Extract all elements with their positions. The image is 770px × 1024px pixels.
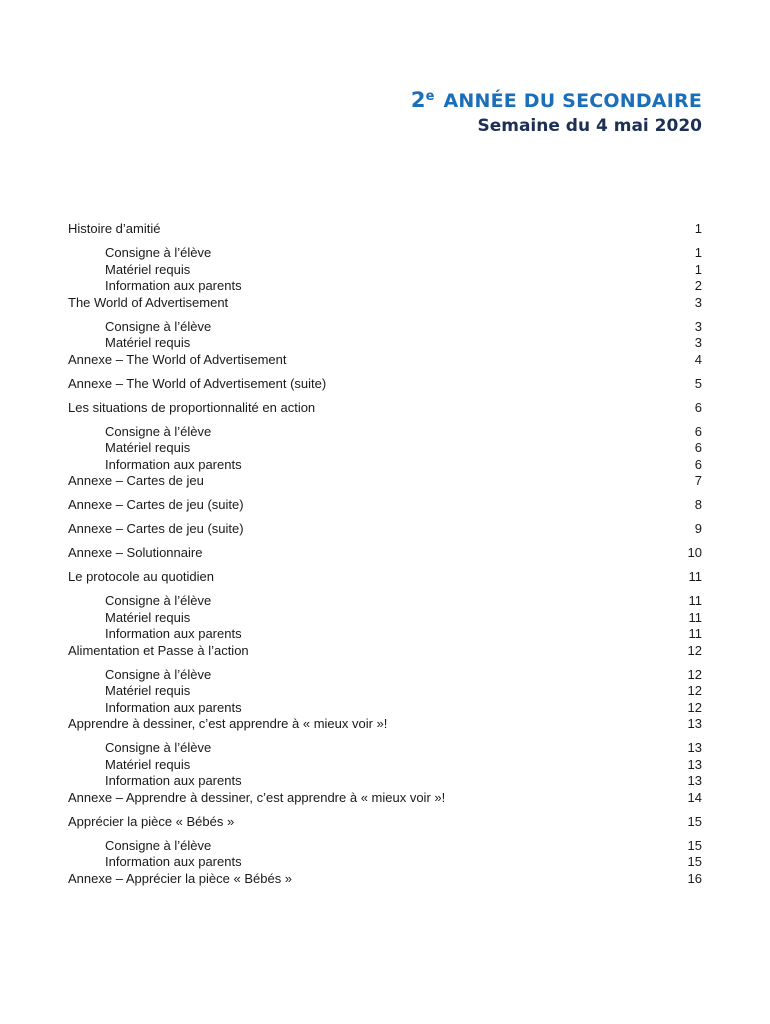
toc-entry-label: Information aux parents xyxy=(105,626,242,641)
toc-entry[interactable] xyxy=(68,569,702,586)
toc-page-number: 8 xyxy=(694,497,702,512)
toc-entry[interactable] xyxy=(68,545,702,562)
toc-entry-label: Consigne à l’élève xyxy=(105,423,212,439)
toc-page-number: 13 xyxy=(687,756,702,772)
toc-page-number: 5 xyxy=(694,375,702,391)
toc-page-number: 9 xyxy=(694,521,702,536)
toc-subentry[interactable] xyxy=(68,424,702,441)
toc-entry[interactable] xyxy=(68,716,702,733)
toc-subentry[interactable] xyxy=(68,757,702,774)
toc-entry-label: Annexe – Apprécier la pièce « Bébés » xyxy=(68,870,293,886)
toc-subentry[interactable] xyxy=(68,700,702,717)
toc-entry[interactable] xyxy=(68,400,702,417)
toc-page-number: 3 xyxy=(694,318,702,334)
toc-page-number: 1 xyxy=(694,261,702,277)
toc-page-number: 15 xyxy=(687,813,702,829)
toc-entry[interactable] xyxy=(68,376,702,393)
toc-page-number: 13 xyxy=(687,740,702,755)
document-header xyxy=(411,86,702,137)
toc-page-number: 3 xyxy=(694,335,702,350)
toc-page-number: 11 xyxy=(688,569,702,584)
toc-subentry[interactable] xyxy=(68,667,702,684)
toc-page-number: 6 xyxy=(694,440,702,455)
toc-entry-label: Matériel requis xyxy=(105,261,191,277)
toc-page-number: 16 xyxy=(687,870,702,886)
toc-page-number: 11 xyxy=(688,609,702,625)
toc-page-number: 6 xyxy=(694,399,702,415)
toc-entry-label: Matériel requis xyxy=(105,440,191,455)
toc-entry-label: Annexe – Cartes de jeu xyxy=(68,473,204,488)
toc-page-number: 15 xyxy=(687,837,702,853)
toc-entry-label: Consigne à l’élève xyxy=(105,740,212,755)
toc-entry-label: Information aux parents xyxy=(105,699,242,715)
toc-entry-label: Information aux parents xyxy=(105,773,242,788)
toc-page-number: 11 xyxy=(688,626,702,641)
toc-page-number: 1 xyxy=(694,221,702,236)
toc-subentry[interactable] xyxy=(68,626,702,643)
toc-page-number: 4 xyxy=(694,351,702,367)
toc-page-number: 15 xyxy=(687,854,702,869)
toc-entry-label: Annexe – Apprendre à dessiner, c’est apprendre à « mieux voir »! xyxy=(68,789,446,805)
toc-entry-label: Le protocole au quotidien xyxy=(68,569,215,584)
toc-page-number: 2 xyxy=(694,278,702,293)
toc-entry-label: Matériel requis xyxy=(105,609,191,625)
toc-subentry[interactable] xyxy=(68,262,702,279)
toc-page-number: 6 xyxy=(694,456,702,472)
toc-entry-label: Histoire d’amitié xyxy=(68,221,161,236)
toc-page-number: 13 xyxy=(687,773,702,788)
toc-subentry[interactable] xyxy=(68,683,702,700)
toc-entry[interactable] xyxy=(68,295,702,312)
document-title xyxy=(411,86,702,115)
toc-entry-label: Les situations de proportionnalité en action xyxy=(68,399,316,415)
toc-page-number: 13 xyxy=(687,716,702,731)
toc-page-number: 12 xyxy=(687,642,702,658)
toc-subentry[interactable] xyxy=(68,838,702,855)
toc-subentry[interactable] xyxy=(68,440,702,457)
toc-entry[interactable] xyxy=(68,352,702,369)
toc-subentry[interactable] xyxy=(68,335,702,352)
toc-entry-label: Annexe – The World of Advertisement xyxy=(68,351,287,367)
toc-entry-label: The World of Advertisement xyxy=(68,294,229,310)
toc-subentry[interactable] xyxy=(68,457,702,474)
title-superscript: e xyxy=(425,88,435,104)
toc-entry-label: Consigne à l’élève xyxy=(105,666,212,682)
toc-entry-label: Consigne à l’élève xyxy=(105,593,212,608)
toc-entry-label: Consigne à l’élève xyxy=(105,837,212,853)
toc-entry-label: Apprendre à dessiner, c’est apprendre à « mieux voir »! xyxy=(68,716,388,731)
toc-entry[interactable] xyxy=(68,473,702,490)
toc-entry-label: Annexe – Cartes de jeu (suite) xyxy=(68,521,244,536)
toc-entry[interactable] xyxy=(68,871,702,888)
toc-entry-label: Annexe – The World of Advertisement (suite) xyxy=(68,375,327,391)
toc-subentry[interactable] xyxy=(68,740,702,757)
title-text: ANNÉE DU SECONDAIRE xyxy=(443,90,702,112)
toc-page-number: 6 xyxy=(694,423,702,439)
toc-entry-label: Consigne à l’élève xyxy=(105,245,212,260)
table-of-contents xyxy=(68,221,702,887)
toc-entry-label: Consigne à l’élève xyxy=(105,318,212,334)
toc-page-number: 1 xyxy=(694,245,702,260)
toc-page-number: 3 xyxy=(694,294,702,310)
toc-entry-label: Information aux parents xyxy=(105,854,242,869)
toc-entry[interactable] xyxy=(68,497,702,514)
document-subtitle: Semaine du 4 mai 2020 xyxy=(477,116,702,136)
toc-subentry[interactable] xyxy=(68,610,702,627)
toc-entry-label: Information aux parents xyxy=(105,456,242,472)
toc-subentry[interactable] xyxy=(68,278,702,295)
toc-entry-label: Matériel requis xyxy=(105,335,191,350)
toc-subentry[interactable] xyxy=(68,593,702,610)
toc-entry[interactable] xyxy=(68,790,702,807)
toc-subentry[interactable] xyxy=(68,319,702,336)
toc-entry-label: Annexe – Solutionnaire xyxy=(68,545,203,560)
toc-entry[interactable] xyxy=(68,643,702,660)
toc-page-number: 7 xyxy=(694,473,702,488)
toc-subentry[interactable] xyxy=(68,773,702,790)
toc-entry-label: Alimentation et Passe à l’action xyxy=(68,642,249,658)
toc-page-number: 12 xyxy=(687,699,702,715)
toc-page-number: 12 xyxy=(687,666,702,682)
toc-entry[interactable] xyxy=(68,521,702,538)
toc-page-number: 12 xyxy=(687,683,702,698)
toc-entry[interactable] xyxy=(68,814,702,831)
toc-entry-label: Matériel requis xyxy=(105,683,191,698)
toc-entry[interactable] xyxy=(68,221,702,238)
toc-subentry[interactable] xyxy=(68,854,702,871)
toc-page-number: 10 xyxy=(687,545,702,560)
toc-entry-label: Matériel requis xyxy=(105,756,191,772)
toc-page-number: 14 xyxy=(687,789,702,805)
toc-entry-label: Apprécier la pièce « Bébés » xyxy=(68,813,235,829)
toc-subentry[interactable] xyxy=(68,245,702,262)
title-number: 2 xyxy=(410,88,426,112)
toc-entry-label: Annexe – Cartes de jeu (suite) xyxy=(68,497,244,512)
toc-page-number: 11 xyxy=(688,593,702,608)
toc-entry-label: Information aux parents xyxy=(105,278,242,293)
